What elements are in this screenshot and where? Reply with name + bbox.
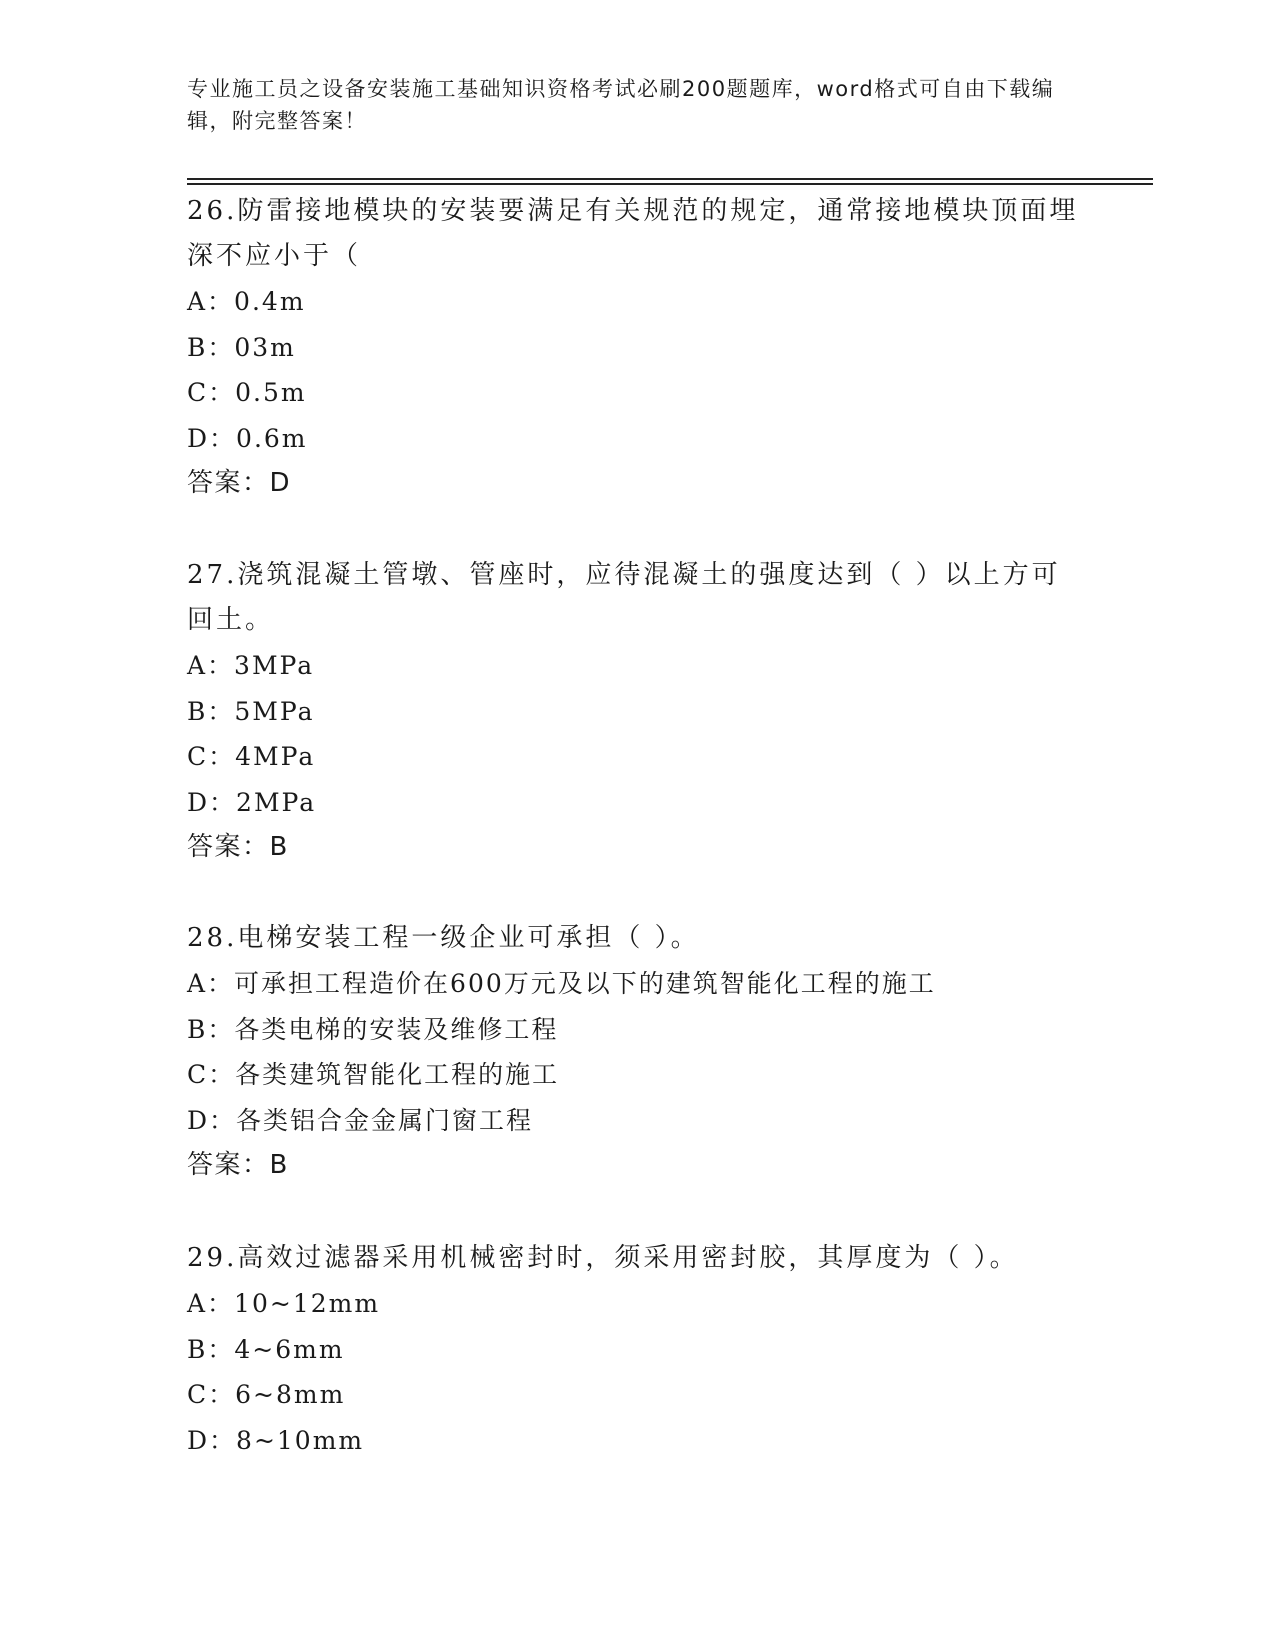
header-divider-bottom (187, 183, 1153, 185)
question-27 (187, 553, 1087, 869)
answer: 答案：B (187, 1150, 289, 1180)
answer: 答案：B (187, 832, 289, 862)
option-b: B：03m (187, 332, 296, 362)
option-a: A：可承担工程造价在600万元及以下的建筑智能化工程的施工 (187, 969, 936, 998)
option-a: A：3MPa (187, 651, 315, 680)
option-a: A：0.4m (187, 287, 306, 316)
option-a: A：10~12mm (187, 1289, 381, 1318)
header-divider-top (187, 178, 1153, 180)
option-c: C：6~8mm (187, 1380, 346, 1409)
option-d: D：2MPa (187, 787, 317, 817)
option-c: C：0.5m (187, 378, 307, 407)
question-26 (187, 189, 1087, 505)
option-d: D：各类铝合金金属门窗工程 (187, 1105, 534, 1135)
question-stem: 28.电梯安装工程一级企业可承担（ ）。 (187, 923, 700, 953)
option-b: B：各类电梯的安装及维修工程 (187, 1014, 559, 1044)
option-c: C：各类建筑智能化工程的施工 (187, 1060, 560, 1089)
question-29 (187, 1236, 1087, 1463)
answer: 答案：D (187, 468, 292, 498)
option-b: B：4~6mm (187, 1334, 345, 1364)
option-d: D：0.6m (187, 423, 308, 453)
option-d: D：8~10mm (187, 1425, 365, 1455)
question-stem: 26.防雷接地模块的安装要满足有关规范的规定，通常接地模块顶面埋深不应小于（ (187, 196, 1079, 271)
question-28 (187, 916, 1087, 1187)
question-stem: 29.高效过滤器采用机械密封时，须采用密封胶，其厚度为（ ）。 (187, 1243, 1019, 1273)
option-c: C：4MPa (187, 742, 316, 771)
option-b: B：5MPa (187, 696, 315, 726)
document-header: 专业施工员之设备安装施工基础知识资格考试必刷200题题库，word格式可自由下载编辑，附完整答案！ (187, 77, 1055, 133)
question-stem: 27.浇筑混凝土管墩、管座时，应待混凝土的强度达到（ ）以上方可回土。 (187, 560, 1061, 635)
